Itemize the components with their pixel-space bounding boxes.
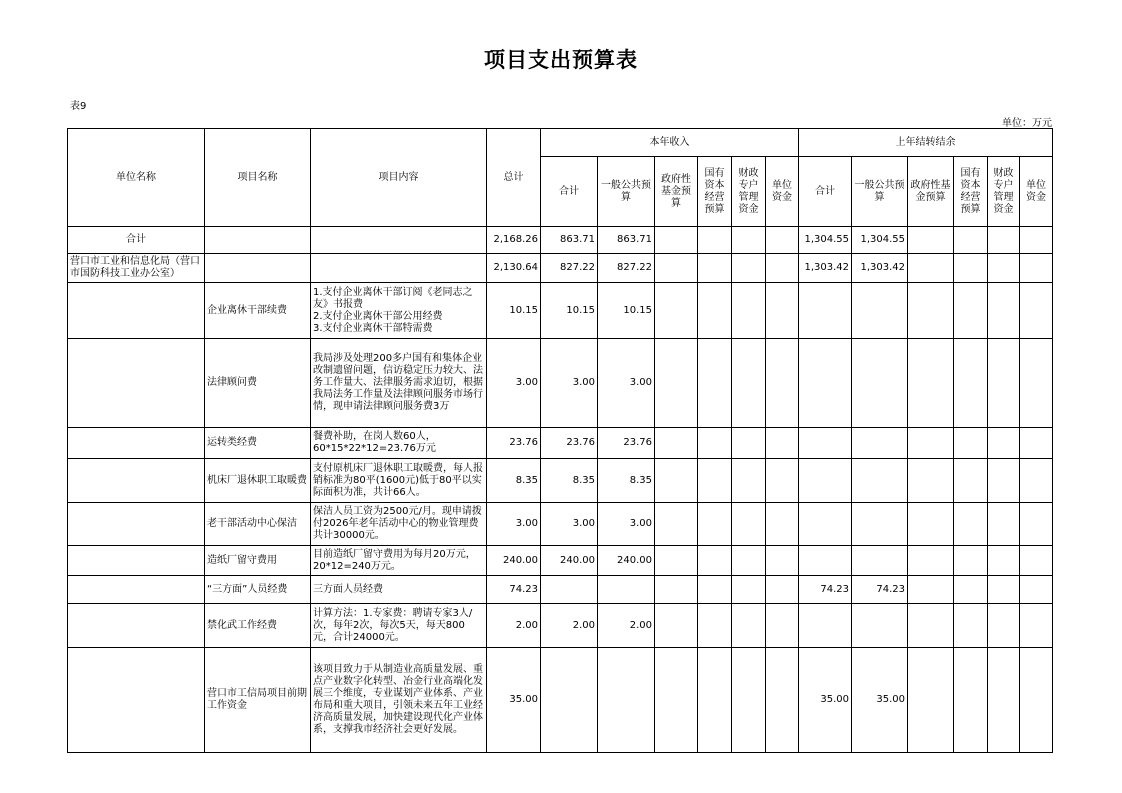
total-cell: 23.76 [487, 428, 541, 459]
py-unit-fund-cell [1020, 254, 1053, 283]
table-row [68, 428, 1053, 459]
py-subtotal-cell [799, 546, 852, 576]
py-general-cell [852, 503, 908, 546]
py-subtotal-cell [799, 428, 852, 459]
total-cell: 2.00 [487, 604, 541, 648]
project-content-cell: 1.支付企业离休干部订阅《老同志之友》书报费 2.支付企业离休干部公用经费 3.支付企业离休干部特需费 [311, 283, 487, 339]
table-row [68, 227, 1053, 254]
py-subtotal-cell: 1,304.55 [799, 227, 852, 254]
cy-fiscal-special-cell [732, 254, 766, 283]
py-general-cell [852, 428, 908, 459]
cy-fiscal-special-cell [732, 459, 766, 503]
project-content-cell: 该项目致力于从制造业高质量发展、重点产业数字化转型、冶金行业高端化发展三个维度，专业谋划产业体系、产业布局和重大项目，引领未来五年工业经济高质量发展，加快建设现代化产业体系，支撑我市经济社会更好发展。 [311, 648, 487, 753]
py-fiscal-special-cell [988, 459, 1020, 503]
cy-general-cell: 240.00 [598, 546, 655, 576]
total-cell: 10.15 [487, 283, 541, 339]
header-cy-gov-fund: 政府性基金预算 [655, 157, 698, 227]
cy-fiscal-special-cell [732, 339, 766, 428]
cy-fiscal-special-cell [732, 604, 766, 648]
cy-state-capital-cell [698, 227, 732, 254]
py-state-capital-cell [954, 428, 988, 459]
py-subtotal-cell: 74.23 [799, 576, 852, 604]
py-subtotal-cell [799, 503, 852, 546]
py-unit-fund-cell [1020, 546, 1053, 576]
cy-fiscal-special-cell [732, 283, 766, 339]
py-general-cell: 74.23 [852, 576, 908, 604]
unit-name-cell [68, 339, 205, 428]
table-row [68, 339, 1053, 428]
unit-name-cell: 营口市工业和信息化局（营口市国防科技工业办公室） [68, 254, 205, 283]
py-subtotal-cell: 35.00 [799, 648, 852, 753]
header-py-general: 一般公共预算 [852, 157, 908, 227]
cy-unit-fund-cell [766, 283, 799, 339]
py-subtotal-cell [799, 283, 852, 339]
page-title: 项目支出预算表 [484, 48, 638, 72]
cy-gov-fund-cell [655, 576, 698, 604]
cy-gov-fund-cell [655, 604, 698, 648]
py-state-capital-cell [954, 339, 988, 428]
cy-unit-fund-cell [766, 604, 799, 648]
header-project-content: 项目内容 [311, 129, 487, 227]
py-gov-fund-cell [908, 648, 954, 753]
cy-general-cell [598, 576, 655, 604]
cy-general-cell: 863.71 [598, 227, 655, 254]
project-name-cell: 法律顾问费 [205, 339, 311, 428]
py-gov-fund-cell [908, 546, 954, 576]
unit-name-cell [68, 546, 205, 576]
py-fiscal-special-cell [988, 283, 1020, 339]
py-unit-fund-cell [1020, 339, 1053, 428]
py-gov-fund-cell [908, 428, 954, 459]
cy-subtotal-cell [541, 576, 598, 604]
cy-gov-fund-cell [655, 459, 698, 503]
cy-state-capital-cell [698, 648, 732, 753]
py-state-capital-cell [954, 227, 988, 254]
cy-subtotal-cell [541, 648, 598, 753]
header-py-state-capital: 国有资本经营预算 [954, 157, 988, 227]
table-row [68, 283, 1053, 339]
cy-state-capital-cell [698, 428, 732, 459]
header-py-subtotal: 合计 [799, 157, 852, 227]
cy-gov-fund-cell [655, 227, 698, 254]
py-state-capital-cell [954, 576, 988, 604]
cy-fiscal-special-cell [732, 428, 766, 459]
cy-unit-fund-cell [766, 576, 799, 604]
py-state-capital-cell [954, 648, 988, 753]
py-gov-fund-cell [908, 254, 954, 283]
cy-subtotal-cell: 23.76 [541, 428, 598, 459]
table-row [68, 503, 1053, 546]
table-row [68, 459, 1053, 503]
py-general-cell [852, 339, 908, 428]
py-subtotal-cell [799, 459, 852, 503]
unit-name-cell [68, 283, 205, 339]
cy-state-capital-cell [698, 283, 732, 339]
header-py-unit-fund: 单位资金 [1020, 157, 1053, 227]
cy-unit-fund-cell [766, 254, 799, 283]
py-fiscal-special-cell [988, 339, 1020, 428]
py-gov-fund-cell [908, 576, 954, 604]
total-cell: 2,130.64 [487, 254, 541, 283]
header-cy-state-capital: 国有资本经营预算 [698, 157, 732, 227]
py-gov-fund-cell [908, 459, 954, 503]
unit-name-cell: 合计 [68, 227, 205, 254]
cy-gov-fund-cell [655, 546, 698, 576]
table-row [68, 576, 1053, 604]
py-unit-fund-cell [1020, 576, 1053, 604]
py-subtotal-cell [799, 604, 852, 648]
budget-table [67, 128, 1053, 753]
cy-gov-fund-cell [655, 339, 698, 428]
py-state-capital-cell [954, 459, 988, 503]
cy-unit-fund-cell [766, 428, 799, 459]
cy-general-cell: 10.15 [598, 283, 655, 339]
cy-fiscal-special-cell [732, 503, 766, 546]
project-content-cell: 计算方法：1.专家费：聘请专家3人/次，每年2次，每次5天，每天800元，合计24000元。 [311, 604, 487, 648]
unit-name-cell [68, 604, 205, 648]
total-cell: 3.00 [487, 503, 541, 546]
py-fiscal-special-cell [988, 254, 1020, 283]
py-state-capital-cell [954, 546, 988, 576]
project-name-cell: 禁化武工作经费 [205, 604, 311, 648]
py-gov-fund-cell [908, 227, 954, 254]
cy-fiscal-special-cell [732, 546, 766, 576]
py-fiscal-special-cell [988, 503, 1020, 546]
total-cell: 240.00 [487, 546, 541, 576]
table-row [68, 254, 1053, 283]
project-name-cell: 老干部活动中心保洁 [205, 503, 311, 546]
cy-fiscal-special-cell [732, 576, 766, 604]
project-name-cell: 运转类经费 [205, 428, 311, 459]
cy-subtotal-cell: 3.00 [541, 339, 598, 428]
py-subtotal-cell [799, 339, 852, 428]
py-fiscal-special-cell [988, 648, 1020, 753]
cy-gov-fund-cell [655, 254, 698, 283]
cy-unit-fund-cell [766, 503, 799, 546]
py-subtotal-cell: 1,303.42 [799, 254, 852, 283]
cy-state-capital-cell [698, 503, 732, 546]
project-content-cell: 三方面人员经费 [311, 576, 487, 604]
cy-unit-fund-cell [766, 459, 799, 503]
cy-unit-fund-cell [766, 339, 799, 428]
py-general-cell: 35.00 [852, 648, 908, 753]
cy-subtotal-cell: 8.35 [541, 459, 598, 503]
py-unit-fund-cell [1020, 428, 1053, 459]
unit-name-cell [68, 648, 205, 753]
py-fiscal-special-cell [988, 546, 1020, 576]
cy-general-cell: 2.00 [598, 604, 655, 648]
cy-subtotal-cell: 3.00 [541, 503, 598, 546]
header-total: 总计 [487, 129, 541, 227]
py-fiscal-special-cell [988, 576, 1020, 604]
cy-general-cell: 23.76 [598, 428, 655, 459]
cy-state-capital-cell [698, 254, 732, 283]
py-general-cell [852, 283, 908, 339]
project-name-cell: “三方面”人员经费 [205, 576, 311, 604]
py-fiscal-special-cell [988, 428, 1020, 459]
py-gov-fund-cell [908, 503, 954, 546]
py-unit-fund-cell [1020, 459, 1053, 503]
total-cell: 8.35 [487, 459, 541, 503]
py-general-cell [852, 604, 908, 648]
header-cy-subtotal: 合计 [541, 157, 598, 227]
project-content-cell: 保洁人员工资为2500元/月。现申请拨付2026年老年活动中心的物业管理费共计30000元。 [311, 503, 487, 546]
header-unit-name: 单位名称 [68, 129, 205, 227]
total-cell: 2,168.26 [487, 227, 541, 254]
py-unit-fund-cell [1020, 648, 1053, 753]
header-cy-general: 一般公共预算 [598, 157, 655, 227]
unit-name-cell [68, 503, 205, 546]
cy-gov-fund-cell [655, 428, 698, 459]
project-name-cell [205, 254, 311, 283]
header-py-fiscal-special: 财政专户管理资金 [988, 157, 1020, 227]
cy-general-cell [598, 648, 655, 753]
unit-label: 单位：万元 [1002, 118, 1052, 129]
py-gov-fund-cell [908, 604, 954, 648]
cy-general-cell: 3.00 [598, 503, 655, 546]
cy-state-capital-cell [698, 339, 732, 428]
cy-subtotal-cell: 827.22 [541, 254, 598, 283]
project-name-cell: 造纸厂留守费用 [205, 546, 311, 576]
cy-state-capital-cell [698, 546, 732, 576]
cy-general-cell: 3.00 [598, 339, 655, 428]
cy-subtotal-cell: 863.71 [541, 227, 598, 254]
project-content-cell [311, 227, 487, 254]
cy-fiscal-special-cell [732, 648, 766, 753]
cy-unit-fund-cell [766, 546, 799, 576]
cy-unit-fund-cell [766, 648, 799, 753]
project-name-cell [205, 227, 311, 254]
py-state-capital-cell [954, 283, 988, 339]
py-general-cell [852, 459, 908, 503]
py-general-cell: 1,303.42 [852, 254, 908, 283]
header-cy-unit-fund: 单位资金 [766, 157, 799, 227]
cy-state-capital-cell [698, 459, 732, 503]
total-cell: 74.23 [487, 576, 541, 604]
total-cell: 3.00 [487, 339, 541, 428]
cy-gov-fund-cell [655, 648, 698, 753]
cy-subtotal-cell: 10.15 [541, 283, 598, 339]
total-cell: 35.00 [487, 648, 541, 753]
cy-state-capital-cell [698, 576, 732, 604]
header-cy-fiscal-special: 财政专户管理资金 [732, 157, 766, 227]
header-project-name: 项目名称 [205, 129, 311, 227]
py-unit-fund-cell [1020, 227, 1053, 254]
header-prior-year: 上年结转结余 [799, 129, 1053, 157]
py-unit-fund-cell [1020, 503, 1053, 546]
project-content-cell [311, 254, 487, 283]
py-general-cell: 1,304.55 [852, 227, 908, 254]
project-content-cell: 目前造纸厂留守费用为每月20万元，20*12=240万元。 [311, 546, 487, 576]
cy-general-cell: 827.22 [598, 254, 655, 283]
py-state-capital-cell [954, 254, 988, 283]
header-py-gov-fund: 政府性基金预算 [908, 157, 954, 227]
cy-unit-fund-cell [766, 227, 799, 254]
cy-subtotal-cell: 2.00 [541, 604, 598, 648]
project-name-cell: 机床厂退休职工取暖费 [205, 459, 311, 503]
project-content-cell: 我局涉及处理200多户国有和集体企业改制遗留问题，信访稳定压力较大、法务工作量大、法律服务需求迫切，根据我局法务工作量及法律顾问服务市场行情，现申请法律顾问服务费3万 [311, 339, 487, 428]
table-number: 表9 [70, 101, 87, 112]
unit-name-cell [68, 576, 205, 604]
unit-name-cell [68, 428, 205, 459]
project-name-cell: 企业离休干部续费 [205, 283, 311, 339]
cy-gov-fund-cell [655, 503, 698, 546]
py-fiscal-special-cell [988, 604, 1020, 648]
py-state-capital-cell [954, 503, 988, 546]
project-name-cell: 营口市工信局项目前期工作资金 [205, 648, 311, 753]
py-general-cell [852, 546, 908, 576]
cy-fiscal-special-cell [732, 227, 766, 254]
py-unit-fund-cell [1020, 283, 1053, 339]
py-fiscal-special-cell [988, 227, 1020, 254]
cy-state-capital-cell [698, 604, 732, 648]
py-gov-fund-cell [908, 339, 954, 428]
unit-name-cell [68, 459, 205, 503]
py-gov-fund-cell [908, 283, 954, 339]
cy-gov-fund-cell [655, 283, 698, 339]
cy-general-cell: 8.35 [598, 459, 655, 503]
table-row [68, 604, 1053, 648]
project-content-cell: 餐费补助，在岗人数60人， 60*15*22*12=23.76万元 [311, 428, 487, 459]
table-row [68, 648, 1053, 753]
py-state-capital-cell [954, 604, 988, 648]
cy-subtotal-cell: 240.00 [541, 546, 598, 576]
project-content-cell: 支付原机床厂退休职工取暖费，每人报销标准为80平(1600元)低于80平以实际面积为准，共计66人。 [311, 459, 487, 503]
table-row [68, 546, 1053, 576]
py-unit-fund-cell [1020, 604, 1053, 648]
header-current-year: 本年收入 [541, 129, 799, 157]
